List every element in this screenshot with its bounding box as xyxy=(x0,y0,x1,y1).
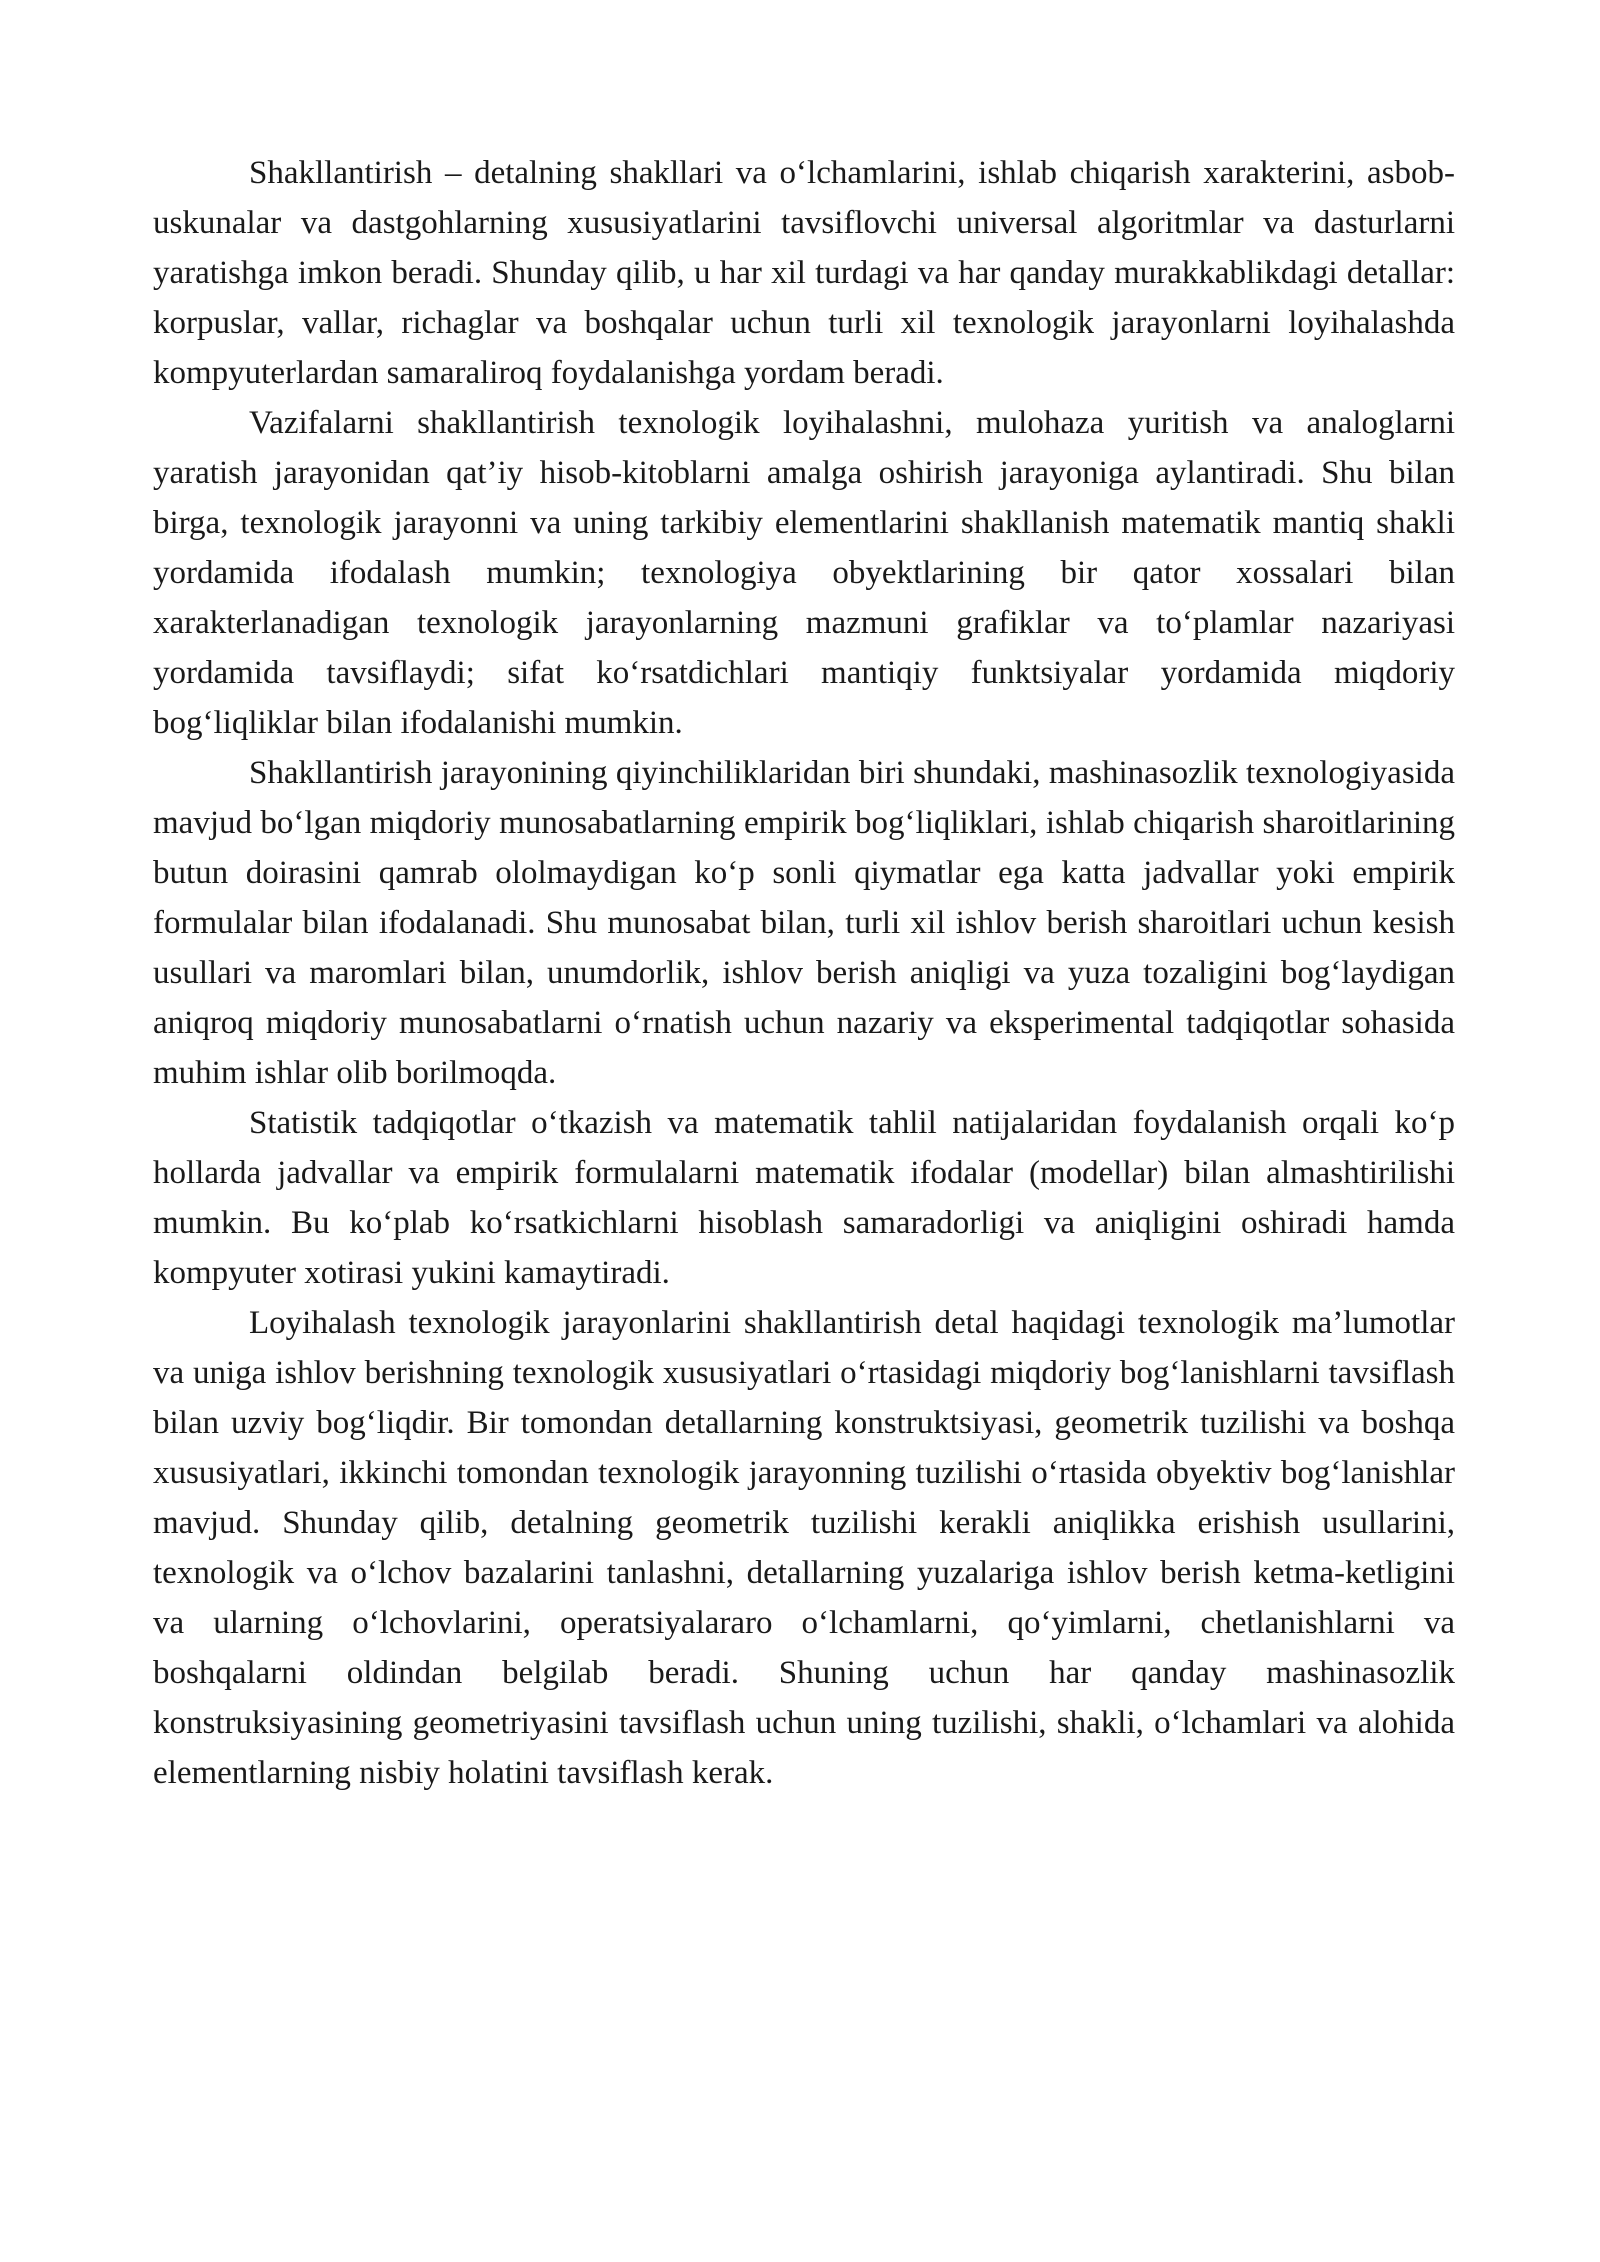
paragraph-5: Loyihalash texnologik jarayonlarini shakllantirish detal haqidagi texnologik ma’lumotlar va uniga ishlov berishning texnologik xususiyatlari o‘rtasidagi miqdoriy bog‘lanishlarni tavsiflash bilan uzviy bog‘liqdir. Bir tomondan detallarning konstruktsiyasi, geometrik tuzilishi va boshqa xususiyatlari, ikkinchi tomondan texnologik jarayonning tuzilishi o‘rtasida obyektiv bog‘lanishlar mavjud. Shunday qilib, detalning geometrik tuzilishi kerakli aniqlikka erishish usullarini, texnologik va o‘lchov bazalarini tanlashni, detallarning yuzalariga ishlov berish ketma-ketligini va ularning o‘lchovlarini, operatsiyalararo o‘lchamlarni, qo‘yimlarni, chetlanishlarni va boshqalarni oldindan belgilab beradi. Shuning uchun har qanday mashinasozlik konstruksiyasining geometriyasini tavsiflash uchun uning tuzilishi, shakli, o‘lchamlari va alohida elementlarning nisbiy holatini tavsiflash kerak. xyxy=(153,1305,1455,1791)
paragraph-3: Shakllantirish jarayonining qiyinchiliklaridan biri shundaki, mashinasozlik texnologiyasida mavjud bo‘lgan miqdoriy munosabatlarning empirik bog‘liqliklari, ishlab chiqarish sharoitlarining butun doirasini qamrab ololmaydigan ko‘p sonli qiymatlar ega katta jadvallar yoki empirik formulalar bilan ifodalanadi. Shu munosabat bilan, turli xil ishlov berish sharoitlari uchun kesish usullari va maromlari bilan, unumdorlik, ishlov berish aniqligi va yuza tozaligini bog‘laydigan aniqroq miqdoriy munosabatlarni o‘rnatish uchun nazariy va eksperimental tadqiqotlar sohasida muhim ishlar olib borilmoqda. xyxy=(153,755,1455,1091)
document-page xyxy=(153,148,1455,1798)
paragraph-4: Statistik tadqiqotlar o‘tkazish va matematik tahlil natijalaridan foydalanish orqali ko‘p hollarda jadvallar va empirik formulalarni matematik ifodalar (modellar) bilan almashtirilishi mumkin. Bu ko‘plab ko‘rsatkichlarni hisoblash samaradorligi va aniqligini oshiradi hamda kompyuter xotirasi yukini kamaytiradi. xyxy=(153,1105,1455,1291)
paragraph-2: Vazifalarni shakllantirish texnologik loyihalashni, mulohaza yuritish va analoglarni yaratish jarayonidan qat’iy hisob-kitoblarni amalga oshirish jarayoniga aylantiradi. Shu bilan birga, texnologik jarayonni va uning tarkibiy elementlarini shakllanish matematik mantiq shakli yordamida ifodalash mumkin; texnologiya obyektlarining bir qator xossalari bilan xarakterlanadigan texnologik jarayonlarning mazmuni grafiklar va to‘plamlar nazariyasi yordamida tavsiflaydi; sifat ko‘rsatdichlari mantiqiy funktsiyalar yordamida miqdoriy bog‘liqliklar bilan ifodalanishi mumkin. xyxy=(153,405,1455,741)
paragraph-1: Shakllantirish – detalning shakllari va o‘lchamlarini, ishlab chiqarish xarakterini, asbob-uskunalar va dastgohlarning xususiyatlarini tavsiflovchi universal algoritmlar va dasturlarni yaratishga imkon beradi. Shunday qilib, u har xil turdagi va har qanday murakkablikdagi detallar: korpuslar, vallar, richaglar va boshqalar uchun turli xil texnologik jarayonlarni loyihalashda kompyuterlardan samaraliroq foydalanishga yordam beradi. xyxy=(153,155,1455,391)
